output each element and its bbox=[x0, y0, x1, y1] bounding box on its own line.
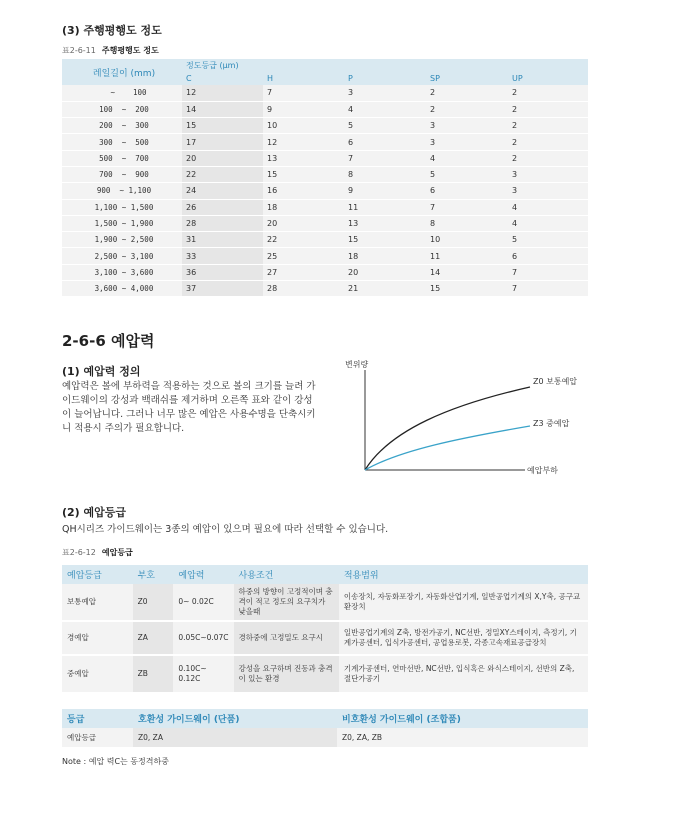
accuracy-cell: 15 bbox=[182, 118, 263, 134]
accuracy-cell: 17 bbox=[182, 134, 263, 150]
preload-cell: 보통예압 bbox=[62, 584, 133, 621]
accuracy-cell: 14 bbox=[182, 101, 263, 117]
table-row bbox=[62, 215, 588, 231]
section2-title: (2) 예압등급 bbox=[62, 506, 127, 519]
accuracy-cell: 6 bbox=[508, 248, 588, 264]
accuracy-table bbox=[62, 59, 588, 297]
rail-length-cell: 100 ~ 200 bbox=[62, 101, 182, 117]
accuracy-cell: 4 bbox=[508, 215, 588, 231]
curve-z3-label: Z3 중예압 bbox=[533, 419, 570, 428]
table-row bbox=[62, 183, 588, 199]
accuracy-cell: 16 bbox=[263, 183, 344, 199]
accuracy-cell: 37 bbox=[182, 281, 263, 297]
section-266-heading: 2-6-6 예압력 bbox=[62, 332, 155, 350]
preload-cell: ZA bbox=[133, 621, 174, 655]
accuracy-cell: 7 bbox=[508, 281, 588, 297]
curve-z0-label: Z0 보통예압 bbox=[533, 377, 578, 386]
accuracy-cell: 31 bbox=[182, 232, 263, 248]
accuracy-cell: 2 bbox=[508, 134, 588, 150]
accuracy-cell: 25 bbox=[263, 248, 344, 264]
accuracy-cell: 6 bbox=[344, 134, 426, 150]
accuracy-cell: 28 bbox=[263, 281, 344, 297]
accuracy-cell: 8 bbox=[344, 166, 426, 182]
accuracy-cell: 33 bbox=[182, 248, 263, 264]
x-axis-label: 예압부하 bbox=[527, 466, 558, 475]
grade-h-header: H bbox=[263, 72, 344, 85]
section3-title: (3) 주행평행도 정도 bbox=[62, 24, 162, 37]
rail-length-cell: 200 ~ 300 bbox=[62, 118, 182, 134]
accuracy-cell: 27 bbox=[263, 264, 344, 280]
accuracy-cell: 13 bbox=[263, 150, 344, 166]
table-row bbox=[62, 166, 588, 182]
rail-length-cell: ~ 100 bbox=[62, 85, 182, 101]
table-row bbox=[62, 248, 588, 264]
accuracy-cell: 2 bbox=[426, 85, 508, 101]
table-row bbox=[62, 264, 588, 280]
preload-cell: 0.10C~ 0.12C bbox=[173, 655, 233, 693]
accuracy-cell: 4 bbox=[344, 101, 426, 117]
grade-sp-header: SP bbox=[426, 72, 508, 85]
accuracy-cell: 4 bbox=[426, 150, 508, 166]
accuracy-cell: 22 bbox=[263, 232, 344, 248]
accuracy-cell: 9 bbox=[344, 183, 426, 199]
preload-cell: 이송장치, 자동화포장기, 자동화산업기계, 일반공업기계의 X,Y축, 공구교환장치 bbox=[339, 584, 588, 621]
preload-header-0: 예압등급 bbox=[62, 565, 133, 584]
accuracy-cell: 15 bbox=[263, 166, 344, 182]
rail-length-cell: 500 ~ 700 bbox=[62, 150, 182, 166]
table-row bbox=[62, 150, 588, 166]
accuracy-cell: 2 bbox=[508, 118, 588, 134]
accuracy-cell: 3 bbox=[508, 166, 588, 182]
accuracy-cell: 3 bbox=[508, 183, 588, 199]
grade-c-header: C bbox=[182, 72, 263, 85]
table2-caption bbox=[62, 547, 133, 558]
grade-p-header: P bbox=[344, 72, 426, 85]
accuracy-cell: 7 bbox=[426, 199, 508, 215]
curve-z0 bbox=[365, 387, 530, 470]
table-row bbox=[62, 281, 588, 297]
preload-cell: 경예압 bbox=[62, 621, 133, 655]
accuracy-cell: 4 bbox=[508, 199, 588, 215]
preload-cell: 0~ 0.02C bbox=[173, 584, 233, 621]
compat-cell: Z0, ZA, ZB bbox=[337, 728, 588, 747]
accuracy-cell: 5 bbox=[426, 166, 508, 182]
table-row bbox=[62, 199, 588, 215]
table-row bbox=[62, 232, 588, 248]
section1-text: 예압력은 볼에 부하력을 적용하는 것으로 볼의 크기를 늘려 가이드웨이의 강성과 백래쉬를 제거하며 오른쪽 표와 같이 강성이 늘어납니다. 그러나 너무 많은 예압은 사용수명을 단축시키니 적용시 주의가 필요합니다. bbox=[62, 381, 316, 434]
compat-cell: 예압등급 bbox=[62, 728, 133, 747]
accuracy-cell: 8 bbox=[426, 215, 508, 231]
accuracy-cell: 22 bbox=[182, 166, 263, 182]
accuracy-cell: 3 bbox=[426, 118, 508, 134]
table1-title: 주행평행도 정도 bbox=[101, 46, 159, 55]
preload-cell: 기계가공센터, 연마선반, NC선반, 입식혹은 와식스테이지, 선반의 Z축, 절단가공기 bbox=[339, 655, 588, 693]
accuracy-cell: 2 bbox=[508, 85, 588, 101]
preload-header-1: 부호 bbox=[133, 565, 174, 584]
accuracy-cell: 11 bbox=[344, 199, 426, 215]
rail-length-cell: 3,600 ~ 4,000 bbox=[62, 281, 182, 297]
table-row bbox=[62, 134, 588, 150]
section1-title: (1) 예압력 정의 bbox=[62, 365, 141, 378]
table-row bbox=[62, 584, 588, 621]
compat-header-1: 호환성 가이드웨이 (단품) bbox=[133, 709, 337, 728]
preload-header-4: 적용범위 bbox=[339, 565, 588, 584]
preload-cell: 일반공업기계의 Z축, 방전가공기, NC선반, 정밀XY스테이지, 측정기, 기계가공센터, 입식가공센터, 공업용로봇, 각종고속재료공급장치 bbox=[339, 621, 588, 655]
rail-length-cell: 300 ~ 500 bbox=[62, 134, 182, 150]
table-row bbox=[62, 118, 588, 134]
accuracy-cell: 10 bbox=[426, 232, 508, 248]
accuracy-cell: 20 bbox=[182, 150, 263, 166]
preload-cell: 경하중에 고정밀도 요구시 bbox=[234, 621, 339, 655]
accuracy-cell: 12 bbox=[182, 85, 263, 101]
accuracy-cell: 3 bbox=[344, 85, 426, 101]
table-row bbox=[62, 621, 588, 655]
table1-caption bbox=[62, 45, 159, 56]
accuracy-cell: 21 bbox=[344, 281, 426, 297]
accuracy-cell: 36 bbox=[182, 264, 263, 280]
accuracy-cell: 10 bbox=[263, 118, 344, 134]
rail-length-cell: 900 ~ 1,100 bbox=[62, 183, 182, 199]
accuracy-cell: 5 bbox=[508, 232, 588, 248]
accuracy-cell: 11 bbox=[426, 248, 508, 264]
note: Note : 예압 력C는 동정격하중 bbox=[62, 757, 169, 766]
table-row bbox=[62, 85, 588, 101]
accuracy-cell: 26 bbox=[182, 199, 263, 215]
accuracy-cell: 18 bbox=[344, 248, 426, 264]
accuracy-cell: 6 bbox=[426, 183, 508, 199]
rail-length-cell: 700 ~ 900 bbox=[62, 166, 182, 182]
rail-length-header: 레일길이 (mm) bbox=[62, 59, 182, 85]
preload-cell: 0.05C~0.07C bbox=[173, 621, 233, 655]
grade-header: 정도등급 (μm) bbox=[182, 59, 588, 72]
y-axis-label: 변위량 bbox=[345, 360, 369, 369]
accuracy-cell: 15 bbox=[426, 281, 508, 297]
accuracy-cell: 13 bbox=[344, 215, 426, 231]
preload-header-2: 예압력 bbox=[173, 565, 233, 584]
table1-code: 표2-6-11 bbox=[62, 46, 96, 55]
compat-cell: Z0, ZA bbox=[133, 728, 337, 747]
accuracy-cell: 12 bbox=[263, 134, 344, 150]
rail-length-cell: 1,900 ~ 2,500 bbox=[62, 232, 182, 248]
table-row bbox=[62, 655, 588, 693]
accuracy-cell: 7 bbox=[263, 85, 344, 101]
accuracy-cell: 14 bbox=[426, 264, 508, 280]
preload-header-3: 사용조건 bbox=[234, 565, 339, 584]
preload-cell: 중예압 bbox=[62, 655, 133, 693]
preload-cell: ZB bbox=[133, 655, 174, 693]
accuracy-cell: 18 bbox=[263, 199, 344, 215]
accuracy-cell: 2 bbox=[508, 101, 588, 117]
accuracy-cell: 2 bbox=[426, 101, 508, 117]
accuracy-cell: 3 bbox=[426, 134, 508, 150]
accuracy-cell: 5 bbox=[344, 118, 426, 134]
rail-length-cell: 3,100 ~ 3,600 bbox=[62, 264, 182, 280]
accuracy-cell: 7 bbox=[508, 264, 588, 280]
table2-title: 예압등급 bbox=[101, 548, 133, 557]
compatibility-table bbox=[62, 709, 588, 747]
accuracy-cell: 9 bbox=[263, 101, 344, 117]
preload-chart bbox=[340, 360, 600, 485]
accuracy-cell: 24 bbox=[182, 183, 263, 199]
compat-header-2: 비호환성 가이드웨이 (조합품) bbox=[337, 709, 588, 728]
accuracy-cell: 20 bbox=[344, 264, 426, 280]
rail-length-cell: 1,500 ~ 1,900 bbox=[62, 215, 182, 231]
preload-cell: 하중의 방향이 고정적이며 충격이 적고 정도의 요구치가 낮을때 bbox=[234, 584, 339, 621]
accuracy-cell: 15 bbox=[344, 232, 426, 248]
accuracy-cell: 2 bbox=[508, 150, 588, 166]
preload-cell: Z0 bbox=[133, 584, 174, 621]
preload-table bbox=[62, 565, 588, 694]
section2-text: QH시리즈 가이드웨이는 3종의 예압이 있으며 필요에 따라 선택할 수 있습니다. bbox=[62, 524, 389, 535]
preload-cell: 강성을 요구하며 진동과 충격이 있는 환경 bbox=[234, 655, 339, 693]
table2-code: 표2-6-12 bbox=[62, 548, 96, 557]
grade-up-header: UP bbox=[508, 72, 588, 85]
accuracy-cell: 20 bbox=[263, 215, 344, 231]
rail-length-cell: 2,500 ~ 3,100 bbox=[62, 248, 182, 264]
accuracy-cell: 7 bbox=[344, 150, 426, 166]
compat-header-0: 등급 bbox=[62, 709, 133, 728]
rail-length-cell: 1,100 ~ 1,500 bbox=[62, 199, 182, 215]
curve-z3 bbox=[365, 426, 530, 470]
accuracy-cell: 28 bbox=[182, 215, 263, 231]
table-row bbox=[62, 101, 588, 117]
